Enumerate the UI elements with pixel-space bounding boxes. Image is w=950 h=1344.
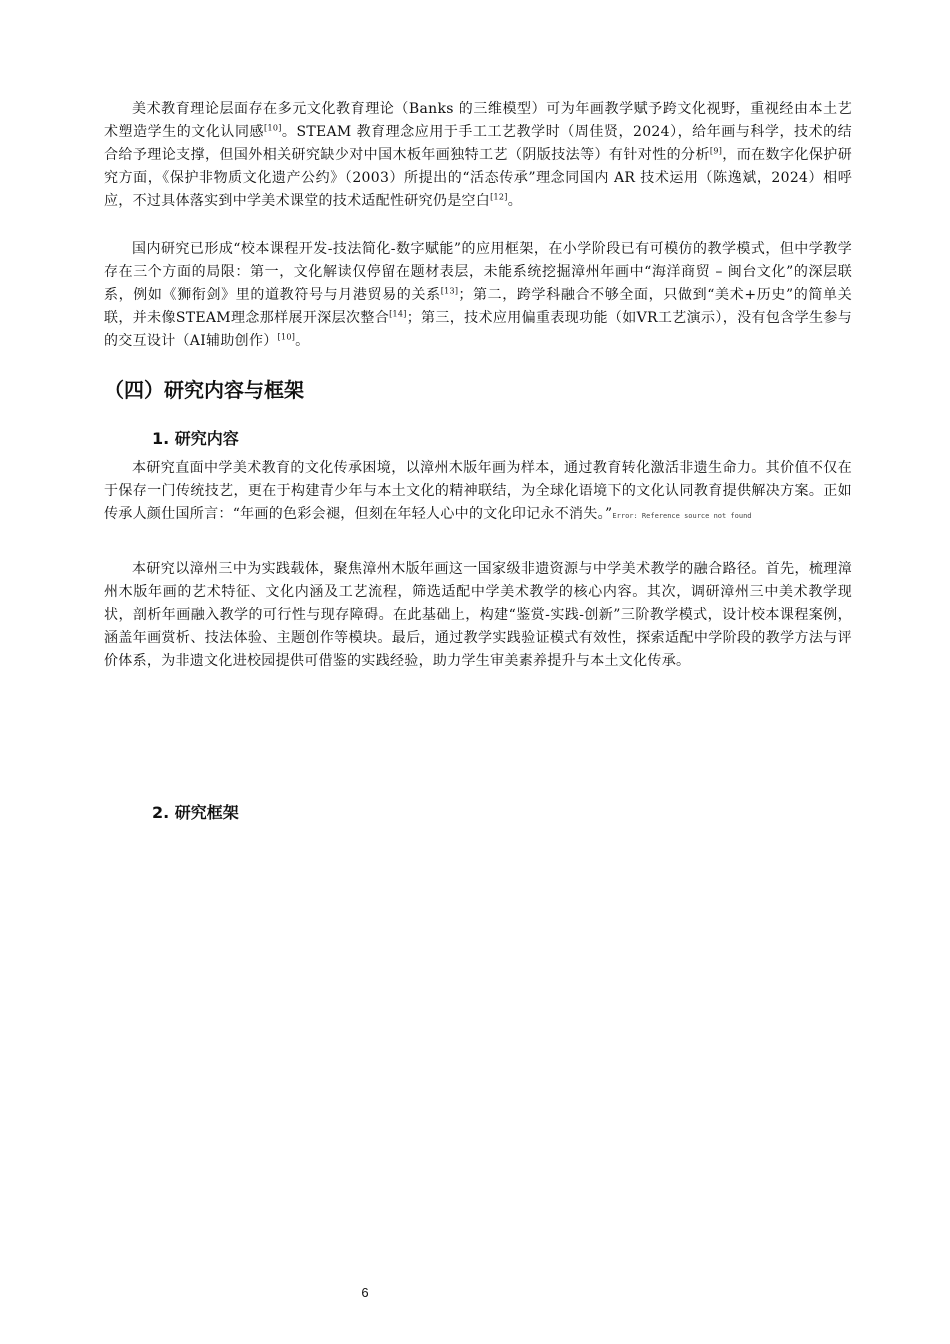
citation: [12] bbox=[490, 192, 508, 202]
citation: [10] bbox=[277, 332, 296, 342]
sub-heading-research-framework: 2. 研究框架 bbox=[152, 803, 239, 822]
paragraph-text: ；第二，跨学科融合不够全面，只做到“美术+历史”的简单关联，并未像STEAM理念那样展开深层次整合 bbox=[104, 287, 852, 326]
page-number: 6 bbox=[361, 1285, 369, 1300]
paragraph-text: ，而在数字化保护研究方面，《保护非物质文化遗产公约》（2003）所提出的“活态传承”理念同国内 AR 技术运用（陈逸斌，2024）相呼应，不过具体落实到中学美术课堂的技术适配性研究仍是空白 bbox=[104, 147, 852, 209]
paragraph-domestic-research bbox=[104, 238, 852, 353]
paragraph-text: 美术教育理论层面存在多元文化教育理论（Banks 的三维模型）可为年画教学赋予跨文化视野，重视经由本土艺术塑造学生的文化认同感 bbox=[104, 101, 852, 140]
paragraph-research-value bbox=[104, 457, 852, 528]
citation: [14] bbox=[389, 309, 407, 319]
paragraph-theory bbox=[104, 98, 852, 213]
paragraph-text: ；第三，技术应用偏重表现功能（如VR工艺演示），没有包含学生参与的交互设计（AI辅助创作） bbox=[104, 310, 852, 349]
citation: [9] bbox=[709, 146, 723, 156]
sub-heading-research-content: 1. 研究内容 bbox=[152, 429, 239, 448]
paragraph-text: 本研究直面中学美术教育的文化传承困境，以漳州木版年画为样本，通过教育转化激活非遗生命力。其价值不仅在于保存一门传统技艺，更在于构建青少年与本土文化的精神联结，为全球化语境下的文化认同教育提供解决方案。正如传承人颜仕国所言：“年画的色彩会褪，但刻在年轻人心中的文化印记永不消失。” bbox=[104, 460, 852, 522]
paragraph-text: 本研究以漳州三中为实践载体，聚焦漳州木版年画这一国家级非遗资源与中学美术教学的融合路径。首先，梳理漳州木版年画的艺术特征、文化内涵及工艺流程，筛选适配中学美术教学的核心内容。其次，调研漳州三中美术教学现状，剖析年画融入教学的可行性与现存障碍。在此基础上，构建“鉴赏-实践-创新”三阶教学模式，设计校本课程案例，涵盖年画赏析、技法体验、主题创作等模块。最后，通过教学实践验证模式有效性，探索适配中学阶段的教学方法与评价体系，为非遗文化进校园提供可借鉴的实践经验，助力学生审美素养提升与本土文化传承。 bbox=[104, 561, 852, 669]
reference-error-note: Error: Reference source not found bbox=[612, 512, 752, 520]
paragraph-text: 。 bbox=[295, 333, 310, 349]
paragraph-text: 。STEAM 教育理念应用于手工工艺教学时（周佳贤，2024），给年画与科学，技术的结合给予理论支撑，但国外相关研究缺少对中国木板年画独特工艺（阴版技法等）有针对性的分析 bbox=[104, 124, 852, 163]
paragraph-research-plan bbox=[104, 558, 852, 673]
citation: [10] bbox=[264, 123, 282, 133]
paragraph-text: 国内研究已形成“校本课程开发-技法简化-数字赋能”的应用框架，在小学阶段已有可模仿的教学模式，但中学教学存在三个方面的局限：第一，文化解读仅停留在题材表层，未能系统挖掘漳州年画中“海洋商贸 – 闽台文化”的深层联系，例如《狮衔剑》里的道教符号与月港贸易的关系 bbox=[104, 241, 852, 303]
section-heading: （四）研究内容与框架 bbox=[104, 378, 304, 402]
citation: [13] bbox=[440, 286, 459, 296]
paragraph-text: 。 bbox=[507, 193, 523, 209]
